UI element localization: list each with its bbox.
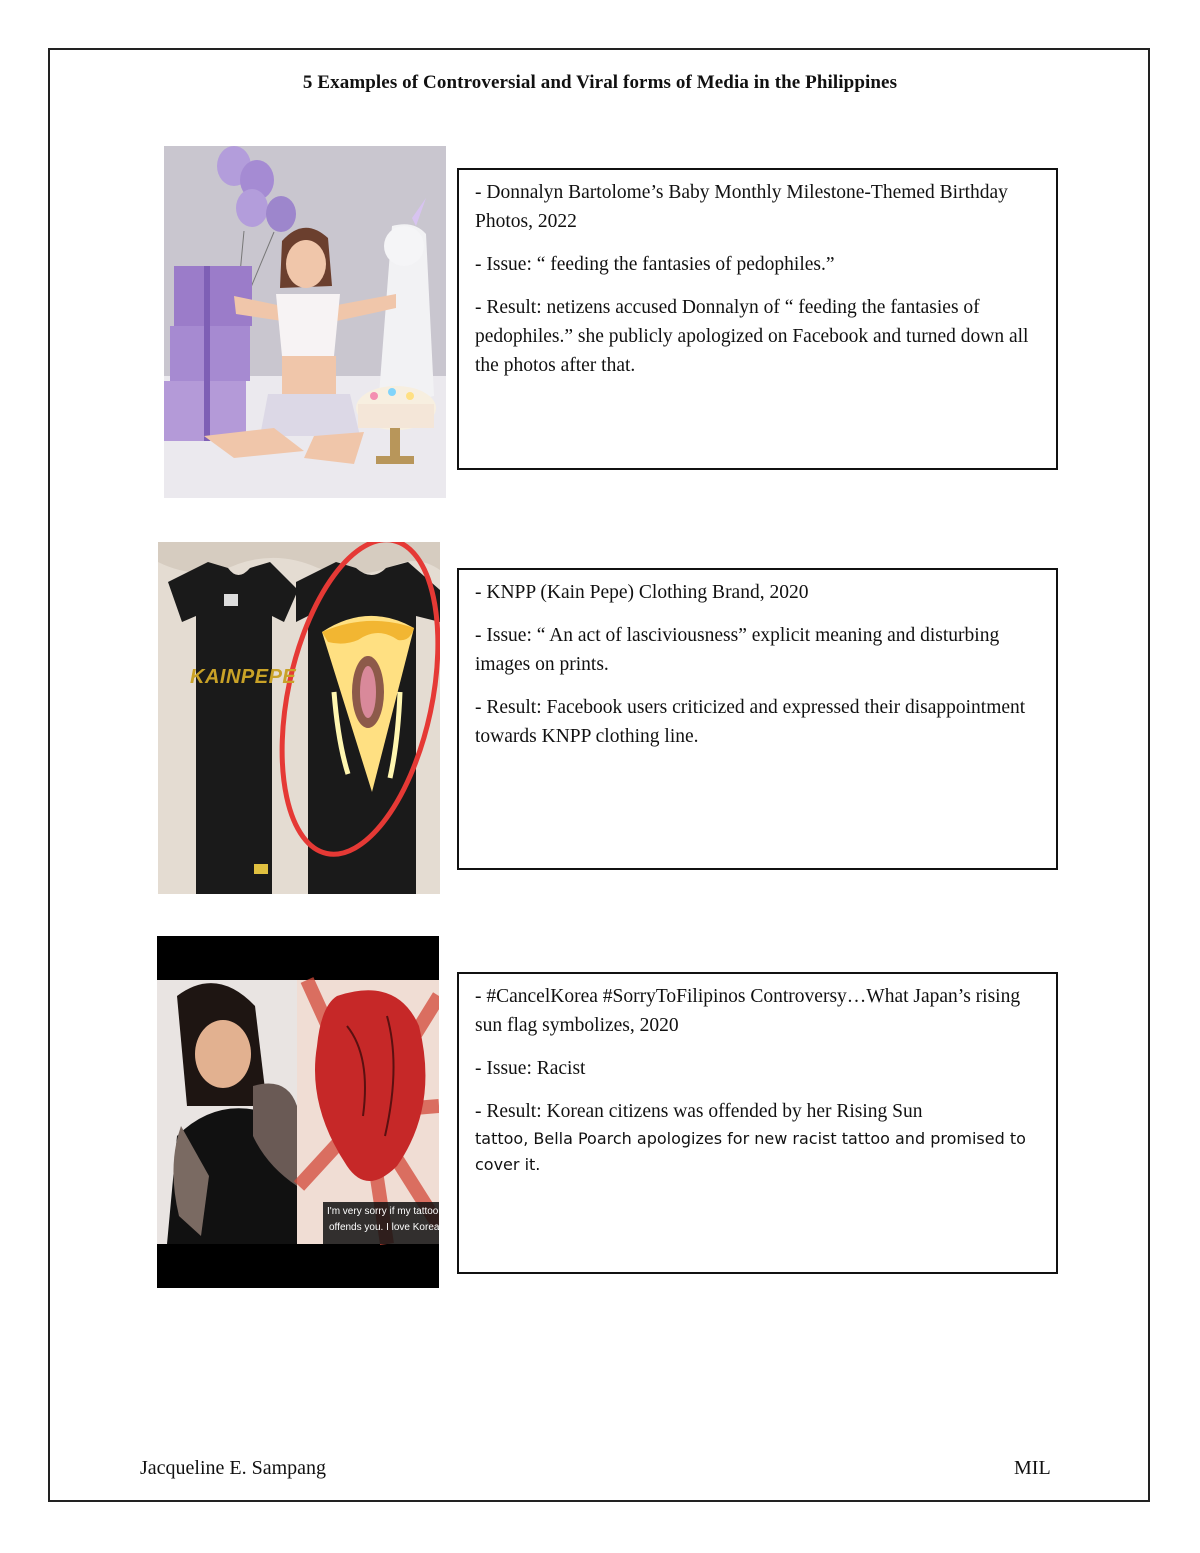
entry-3-issue: - Issue: Racist [475, 1058, 586, 1079]
bella-poarch-tattoo-illustration [157, 936, 439, 1288]
knpp-tshirts-illustration [158, 542, 440, 894]
entry-2-description-box [457, 568, 1058, 870]
entry-1-description-box [457, 168, 1058, 470]
entry-3-result-small: tattoo, Bella Poarch apologizes for new racist tattoo and promised to cover it. [475, 1129, 1026, 1174]
footer-course: MIL [1014, 1457, 1051, 1479]
bella-poarch-tattoo-photo [157, 936, 439, 1288]
entry-1-issue: - Issue: “ feeding the fantasies of pedophiles.” [475, 254, 835, 275]
entry-1-result: - Result: netizens accused Donnalyn of “ feeding the fantasies of pedophiles.” she publicly apologized on Facebook and turned down all the photos after that. [475, 297, 1029, 376]
tattoo-caption-line-2: offends you. I love Korea [329, 1222, 439, 1233]
entry-2-issue: - Issue: “ An act of lasciviousness” explicit meaning and disturbing images on prints. [475, 625, 1000, 675]
entry-3-description-box [457, 972, 1058, 1274]
knpp-tshirts-photo [158, 542, 440, 894]
kainpepe-shirt-text: KAINPEPE [190, 666, 297, 688]
footer-author: Jacqueline E. Sampang [140, 1457, 327, 1479]
donnalyn-birthday-illustration [164, 146, 446, 498]
entry-3-heading: - #CancelKorea #SorryToFilipinos Controversy…What Japan’s rising sun flag symbolizes, 2020 [475, 986, 1021, 1036]
entry-3-result-main: - Result: Korean citizens was offended by her Rising Sun [475, 1101, 923, 1122]
tattoo-caption-line-1: I'm very sorry if my tattoo [327, 1206, 439, 1217]
entry-2-result: - Result: Facebook users criticized and expressed their disappointment towards KNPP clothing line. [475, 697, 1026, 747]
entry-2-heading: - KNPP (Kain Pepe) Clothing Brand, 2020 [475, 582, 809, 603]
document-title: 5 Examples of Controversial and Viral forms of Media in the Philippines [302, 72, 898, 93]
donnalyn-birthday-photo [164, 146, 446, 498]
entry-1-heading: - Donnalyn Bartolome’s Baby Monthly Milestone-Themed Birthday Photos, 2022 [475, 182, 1008, 232]
